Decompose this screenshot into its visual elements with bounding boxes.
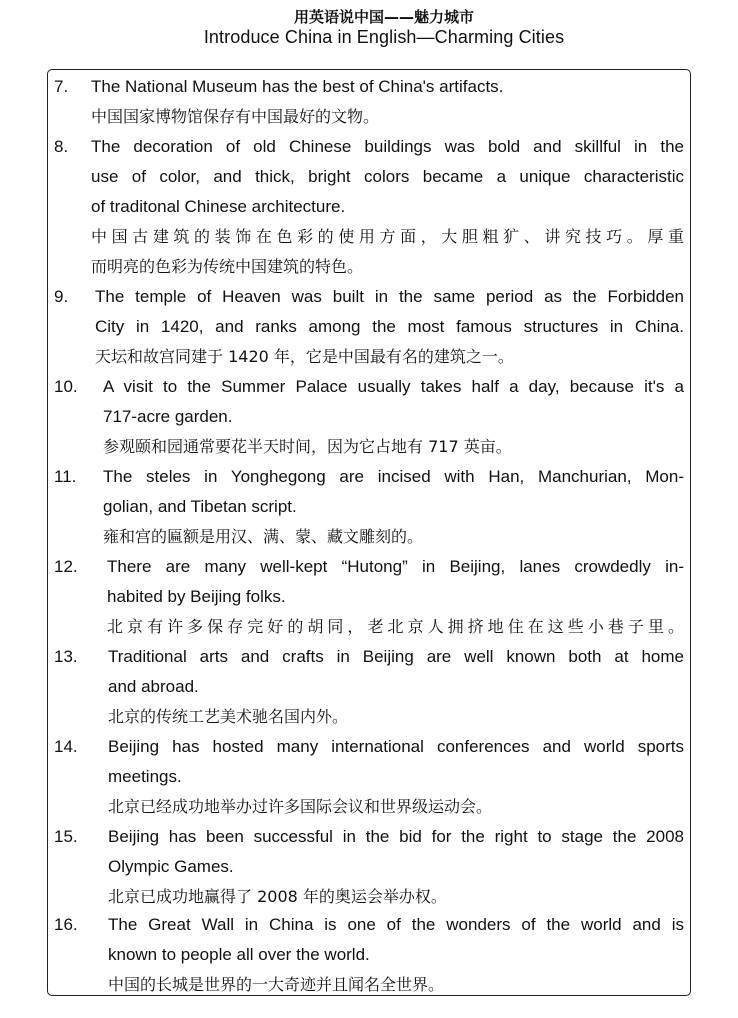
english-line: Traditional arts and crafts in Beijing are well known both at home: [108, 647, 684, 666]
english-line: Beijing has been successful in the bid for the right to stage the 2008: [108, 827, 684, 846]
entry-body: [103, 372, 684, 462]
entry-body: [95, 282, 684, 372]
english-line: The steles in Yonghegong are incised with Han, Manchurian, Mon-: [103, 467, 684, 486]
entry-body: [91, 72, 684, 132]
chinese-line: 中国古建筑的装饰在色彩的使用方面，大胆粗犷、讲究技巧。厚重: [91, 227, 684, 246]
entry-number: 13.: [54, 647, 78, 666]
entry-number: 10.: [54, 377, 78, 396]
english-line: The temple of Heaven was built in the same period as the Forbidden: [95, 287, 684, 306]
content-box: [47, 69, 691, 996]
entry-number: 7.: [54, 77, 69, 96]
header-title-chinese: 用英语说中国——魅力城市: [293, 8, 474, 26]
entry-number: 12.: [54, 557, 78, 576]
english-line: Olympic Games.: [108, 857, 234, 876]
english-line: known to people all over the world.: [108, 945, 370, 964]
english-line: habited by Beijing folks.: [107, 587, 286, 606]
entry-body: [108, 642, 684, 732]
header-title-english: Introduce China in English—Charming Cities: [203, 27, 565, 47]
chinese-line: 而明亮的色彩为传统中国建筑的特色。: [91, 257, 364, 276]
english-line: golian, and Tibetan script.: [103, 497, 297, 516]
english-line: The National Museum has the best of China's artifacts.: [91, 77, 504, 96]
chinese-line: 北京有许多保存完好的胡同，老北京人拥挤地住在这些小巷子里。: [107, 617, 684, 636]
english-line: and abroad.: [108, 677, 199, 696]
entry-body: [91, 132, 684, 282]
english-line: meetings.: [108, 767, 182, 786]
english-line: City in 1420, and ranks among the most famous structures in China.: [95, 317, 684, 336]
chinese-line: 天坛和故宫同建于 1420 年，它是中国最有名的建筑之一。: [95, 347, 514, 366]
chinese-line: 北京的传统工艺美术驰名国内外。: [108, 707, 349, 726]
entry-body: [108, 732, 684, 822]
chinese-line: 北京已成功地赢得了 2008 年的奥运会举办权。: [108, 887, 447, 906]
entry-number: 15.: [54, 827, 78, 846]
entry-body: [103, 462, 684, 552]
chinese-line: 中国国家博物馆保存有中国最好的文物。: [91, 107, 380, 126]
chinese-line: 雍和宫的匾额是用汉、满、蒙、藏文雕刻的。: [103, 527, 424, 546]
entry-number: 9.: [54, 287, 69, 306]
entry-number: 8.: [54, 137, 69, 156]
english-line: of traditonal Chinese architecture.: [91, 197, 346, 216]
entry-number: 11.: [54, 467, 77, 486]
entry-number: 16.: [54, 915, 78, 934]
entry-body: [108, 910, 684, 1000]
page-header: [0, 8, 738, 48]
chinese-line: 北京已经成功地举办过许多国际会议和世界级运动会。: [108, 797, 493, 816]
english-line: Beijing has hosted many international conferences and world sports: [108, 737, 684, 756]
english-line: There are many well-kept “Hutong” in Beijing, lanes crowdedly in-: [107, 557, 684, 576]
english-line: The Great Wall in China is one of the wonders of the world and is: [108, 915, 684, 934]
entry-number: 14.: [54, 737, 78, 756]
english-line: A visit to the Summer Palace usually takes half a day, because it's a: [103, 377, 684, 396]
entry-body: [108, 822, 684, 912]
chinese-line: 中国的长城是世界的一大奇迹并且闻名全世界。: [108, 975, 445, 994]
chinese-line: 参观颐和园通常要花半天时间，因为它占地有 717 英亩。: [103, 437, 512, 456]
english-line: use of color, and thick, bright colors became a unique characteristic: [91, 167, 684, 186]
english-line: The decoration of old Chinese buildings was bold and skillful in the: [91, 137, 684, 156]
english-line: 717-acre garden.: [103, 407, 233, 426]
entry-body: [107, 552, 684, 642]
